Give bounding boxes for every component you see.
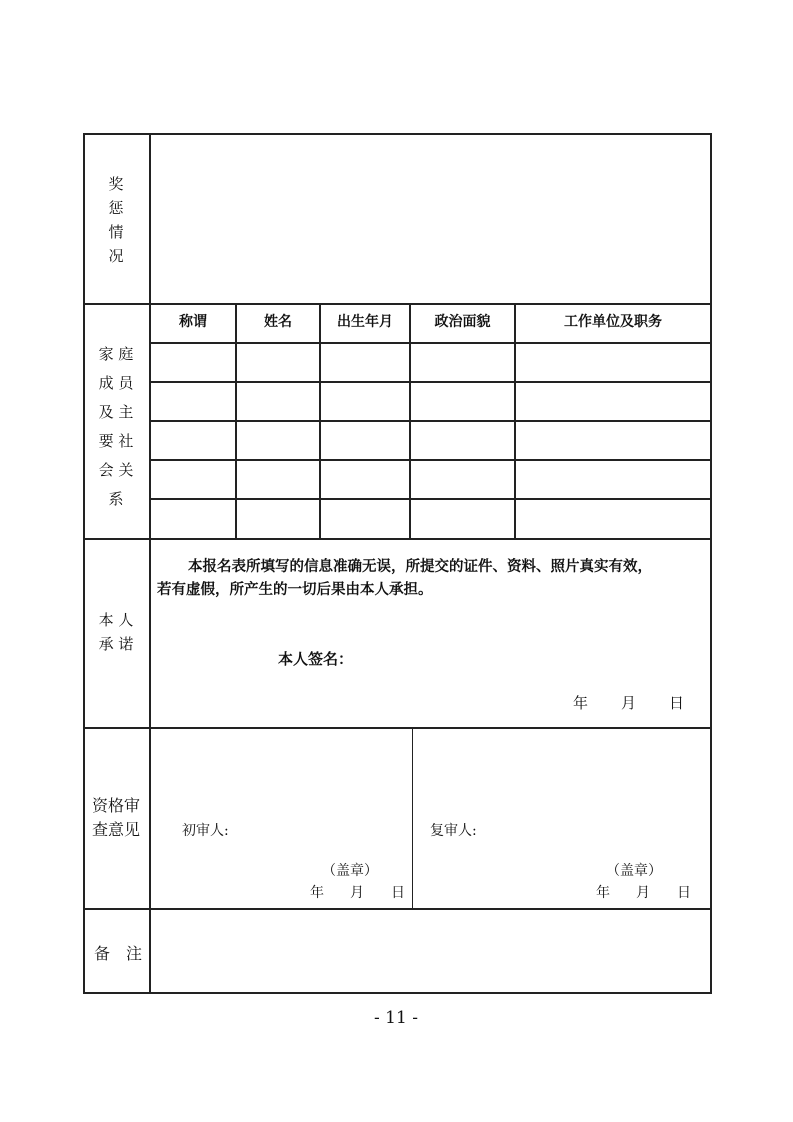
family-table-cell[interactable] (322, 344, 409, 380)
label-char: 奖 (108, 175, 124, 193)
label-char: 情 (108, 223, 124, 241)
date-month: 月 (621, 694, 637, 712)
family-table-cell[interactable] (322, 383, 409, 419)
family-table-cell[interactable] (517, 500, 710, 536)
awards-label (83, 172, 149, 268)
family-table-cell[interactable] (322, 461, 409, 497)
row-divider (83, 727, 711, 729)
first-seal: （盖章） (322, 863, 378, 879)
family-table-cell[interactable] (152, 461, 235, 497)
first-month: 月 (350, 885, 364, 901)
label-line: 承 诺 (98, 635, 134, 653)
first-year: 年 (310, 885, 324, 901)
label-line: 及 主 (98, 403, 134, 421)
signature-label: 本人签名： (278, 650, 354, 668)
second-month: 月 (636, 885, 650, 901)
column-header-name: 姓名 (264, 314, 292, 330)
family-table-cell[interactable] (152, 500, 235, 536)
label-line: 要 社 (98, 432, 134, 450)
table-border-right (710, 133, 712, 994)
date-year: 年 (573, 694, 589, 712)
label-line: 资格审 (91, 796, 140, 815)
review-label (83, 794, 149, 842)
family-table-cell[interactable] (238, 383, 319, 419)
label-char: 况 (108, 247, 124, 265)
second-reviewer-label: 复审人: (430, 823, 477, 839)
label-line: 会 关 (98, 461, 134, 479)
row-divider (83, 538, 711, 540)
first-day: 日 (391, 885, 405, 901)
label-char: 惩 (108, 199, 124, 217)
column-header-birth: 出生年月 (337, 314, 393, 330)
column-header-workplace: 工作单位及职务 (564, 314, 662, 330)
column-header-relation: 称谓 (179, 314, 207, 330)
date-day: 日 (669, 694, 685, 712)
family-table-cell[interactable] (238, 500, 319, 536)
family-table-cell[interactable] (412, 422, 514, 458)
commitment-text-line1: 本报名表所填写的信息准确无误，所提交的证件、资料、照片真实有效， (188, 558, 652, 575)
second-year: 年 (596, 885, 610, 901)
family-table-cell[interactable] (322, 500, 409, 536)
family-label (83, 340, 149, 514)
family-table-cell[interactable] (152, 383, 235, 419)
family-table-cell[interactable] (517, 422, 710, 458)
family-table-cell[interactable] (412, 500, 514, 536)
commitment-label (83, 608, 149, 656)
page-number: - 11 - (374, 1008, 418, 1028)
family-table-cell[interactable] (238, 461, 319, 497)
family-table-cell[interactable] (152, 422, 235, 458)
family-table-cell[interactable] (412, 383, 514, 419)
label-line: 本 人 (98, 611, 134, 629)
second-seal: （盖章） (606, 863, 662, 879)
column-header-political-status: 政治面貌 (434, 314, 491, 330)
notes-input-area[interactable] (151, 910, 710, 992)
family-table-cell[interactable] (412, 461, 514, 497)
label-line: 查意见 (91, 820, 140, 839)
family-table-cell[interactable] (238, 344, 319, 380)
notes-label: 备 注 (94, 944, 143, 963)
family-table-cell[interactable] (517, 461, 710, 497)
family-table-cell[interactable] (412, 344, 514, 380)
second-day: 日 (677, 885, 691, 901)
commitment-text-line2: 若有虚假，所产生的一切后果由本人承担。 (157, 581, 433, 598)
review-divider (412, 727, 413, 908)
family-table-cell[interactable] (322, 422, 409, 458)
first-reviewer-label: 初审人: (182, 823, 229, 839)
label-line: 成 员 (98, 374, 134, 392)
table-border-bottom (83, 992, 712, 994)
family-table-cell[interactable] (152, 344, 235, 380)
label-line: 家 庭 (98, 345, 134, 363)
family-table-cell[interactable] (238, 422, 319, 458)
label-line: 系 (108, 490, 124, 508)
family-table-cell[interactable] (517, 383, 710, 419)
family-table-cell[interactable] (517, 344, 710, 380)
awards-input-area[interactable] (151, 135, 710, 303)
signature-field[interactable] (350, 644, 550, 668)
